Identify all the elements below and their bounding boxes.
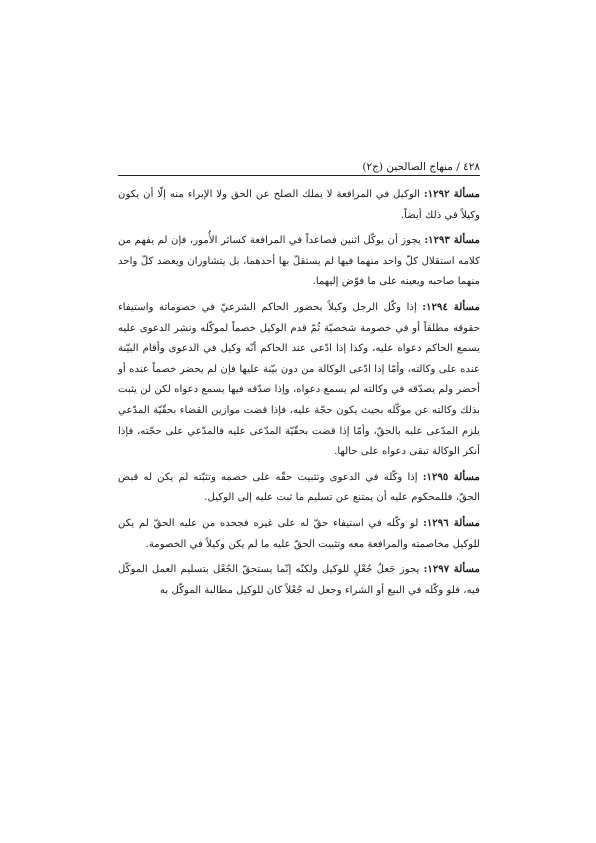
paragraph-text: إذا وكّل الرجل وكيلاً بحضور الحاكم الشرعيّ في خصوماته واستيفاء حقوقه مطلقاً أو في خصومة شخصيّة ثُمّ قدم الوكيل خصماً لموكّله ونشر الدعوى عليه يسمع الحاكم دعواه عليه، وكذا إذا ادّعى عند الحاكم أنّه وكيل في الدعوى وأقام البيّنة عنده على وكالته، وأمّا إذا ادّعى الوكالة من دون بيّنة عليها فإن لم يحضر خصماً عنده أو أحضر ولم يصدّقه في وكالته لم يسمع دعواه، وإذا صدّقه فيها يسمع دعواه لكن لن يثبت بذلك وكالته عن موكّله بحيث يكون حجّة عليه، فإذا قضت موازين القضاء بحقّيّة المدّعي يلزم المدّعى عليه بالحقّ، وأمّا إذا قضت بحقّيّة المدّعى عليه فالمدّعي على حجّته، فإذا أنكر الوكالة تبقى دعواه على حالها. [118,301,480,458]
paragraph-text: إذا وكّله في الدعوى وتثبيت حقّه على خصمه وتثبّته لم يكن له قبض الحقّ، فللمحكوم عليه أن يمتنع عن تسليم ما ثبت عليه إلى الوكيل. [118,471,480,504]
paragraph-1294 [118,297,480,463]
paragraph-1293 [118,230,480,293]
paragraph-1296 [118,513,480,555]
page-body [118,184,480,605]
paragraph-text: الوكيل في المرافعة لا يملك الصلح عن الحق ولا الإبراء منه إلّا أن يكون وكيلاً في ذلك أيضاً. [118,189,480,221]
running-header [118,160,480,174]
paragraph-1295 [118,467,480,509]
paragraph-1297 [118,559,480,601]
issue-label: مسألة ١٢٩٦: [423,516,480,529]
issue-label: مسألة ١٢٩٣: [424,234,480,247]
book-title: منهاج الصالحين (ج٢) [362,161,453,173]
issue-label: مسألة ١٢٩٢: [423,188,480,200]
page-number: ٤٢٨ [463,161,480,173]
paragraph-text: لو وكّله في استيفاء حقّ له على غيره فجحده من عليه الحقّ لم يكن للوكيل مخاصمته والمرافعة معه وتثبيت الحقّ عليه ما لم يكن وكيلاً في الخصومة. [118,517,480,550]
header-separator: / [452,161,464,173]
issue-label: مسألة ١٢٩٥: [422,470,480,483]
paragraph-text: يجوز أن يوكّل اثنين فصاعداً في المرافعة كسائر الأُمور، فإن لم يفهم من كلامه استقلال كلّ واحد منهما فيها لم يستقلّ بها أحدهما، بل يتشاوران ويعضد كلّ واحد منهما صاحبه ويعينه على ما فوّض إليهما. [118,235,480,288]
header-rule [118,175,480,176]
issue-label: مسألة ١٢٩٤: [422,300,480,313]
paragraph-1292 [118,184,480,226]
paragraph-text: يجوز جَعلُ جُعْلٍ للوكيل ولكنّه إنّما يستحقّ الجُعْل بتسليم العمل الموكّل فيه، فلو وكّله في البيع أو الشراء وجعل له جُعْلاً كان للوكيل مطالبة الموكّل به [118,564,480,596]
issue-label: مسألة ١٢٩٧: [423,563,480,576]
